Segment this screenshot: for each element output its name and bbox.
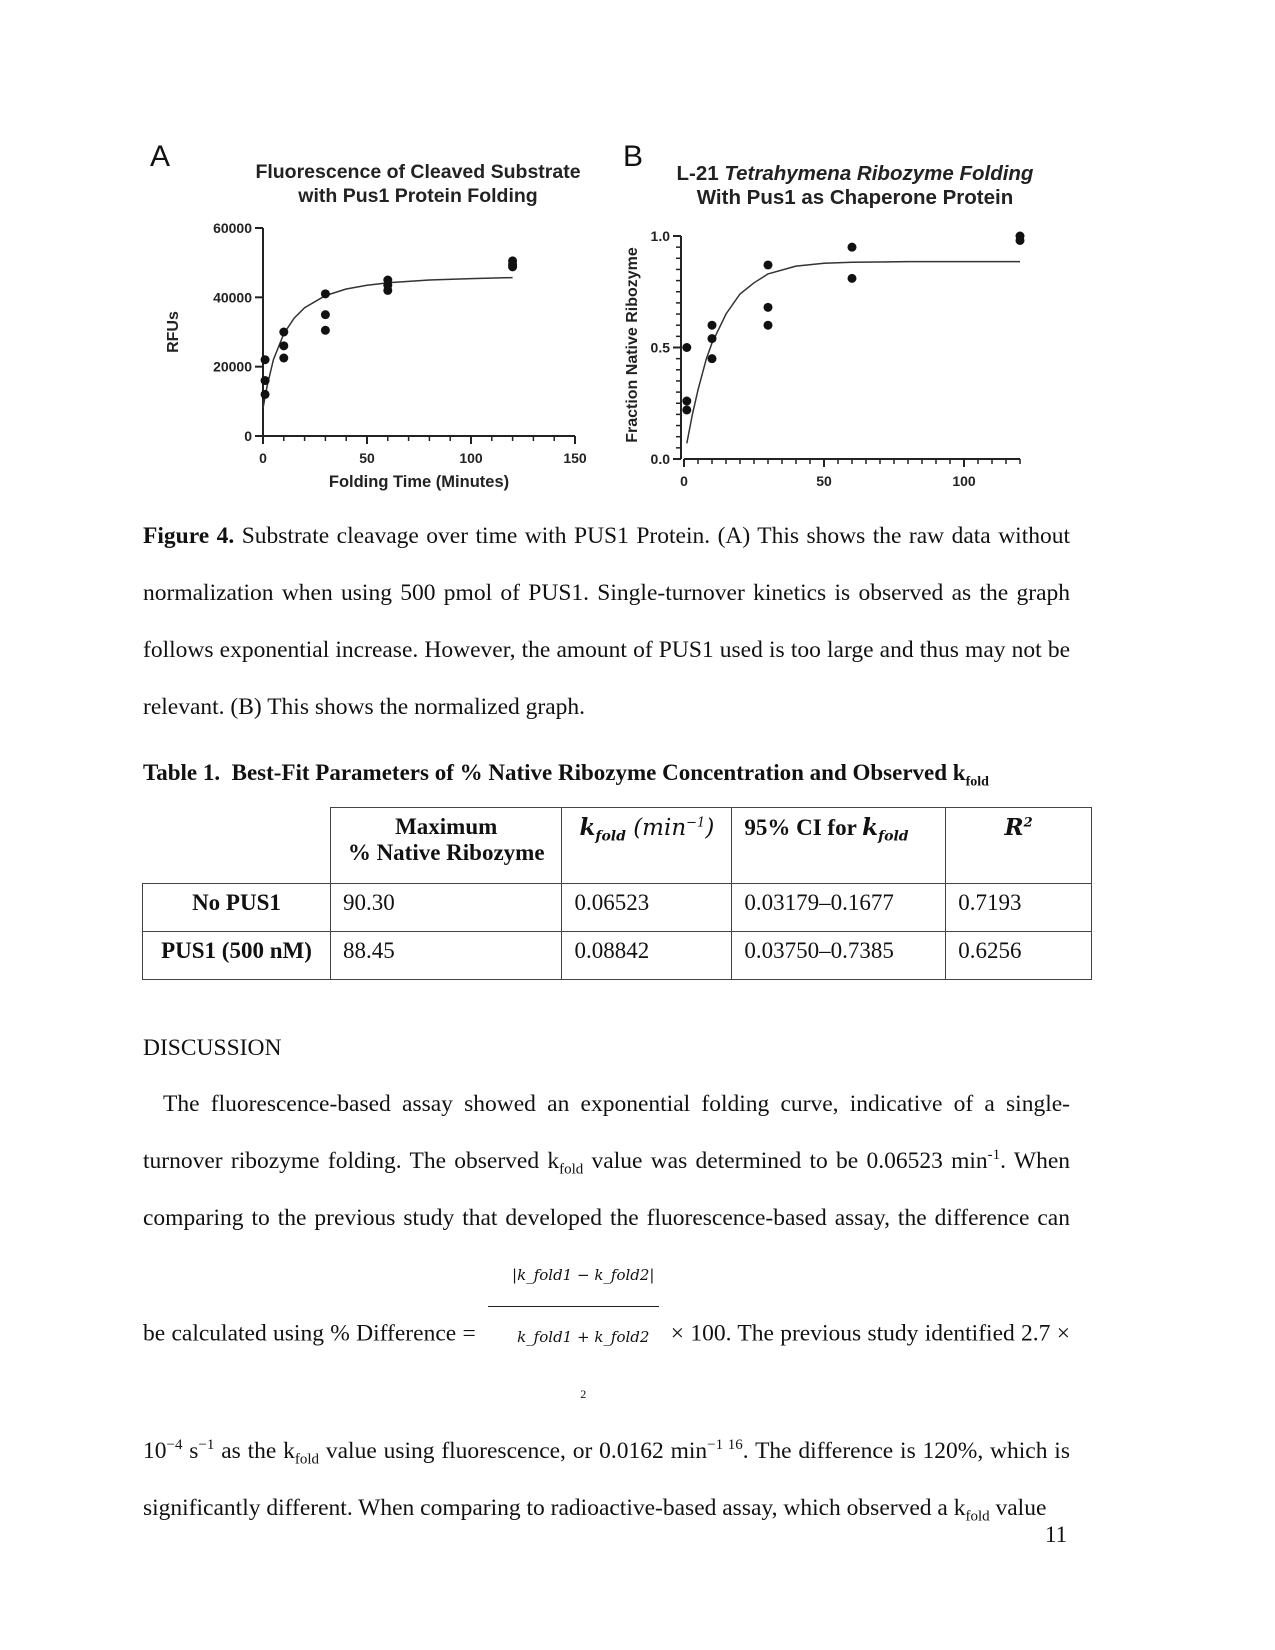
row-label: PUS1 (500 nM): [143, 932, 331, 980]
disc-sub: fold: [965, 1508, 990, 1525]
row-kfold: 0.08842: [562, 932, 732, 980]
data-point: [261, 355, 270, 364]
chart-a-xlabel: Folding Time (Minutes): [328, 473, 510, 491]
table-caption-sub: fold: [965, 774, 989, 790]
y-tick-label: 0.5: [650, 339, 670, 356]
chart-b-plot: [651, 228, 1025, 489]
data-point: [279, 328, 288, 337]
data-point: [764, 303, 773, 312]
row-kfold: 0.06523: [562, 884, 732, 932]
chart-a-title: [238, 160, 598, 208]
fraction-numerator: |k_fold1 − k_fold2|: [488, 1247, 658, 1307]
table-header-empty: [143, 808, 331, 884]
panel-b-letter: B: [623, 140, 644, 173]
chart-a-title-line1: Fluorescence of Cleaved Substrate: [255, 161, 581, 183]
table-row: [143, 884, 1092, 932]
data-point: [682, 405, 691, 414]
data-point: [682, 397, 691, 406]
page-number: 11: [1045, 1522, 1068, 1547]
kfold-k: k: [579, 814, 596, 841]
disc-text: value: [989, 1495, 1047, 1521]
data-point: [383, 286, 392, 295]
kfold-close: ): [705, 815, 715, 841]
table-caption-label: Table 1.: [143, 760, 221, 785]
data-point: [279, 354, 288, 363]
data-point: [508, 262, 517, 271]
r2-r: R: [1004, 814, 1024, 841]
table-header-r2: [946, 808, 1092, 884]
x-tick-label: 0: [259, 450, 267, 466]
disc-text: as the k: [214, 1438, 295, 1464]
kfold-sub: fold: [595, 828, 626, 845]
fraction-denominator: k_fold1 + k_fold2: [517, 1328, 650, 1346]
r2-sup: 2: [1023, 815, 1033, 831]
disc-text: s: [182, 1438, 199, 1464]
chart-b-title-prefix: L-21: [676, 162, 725, 185]
chart-a-ylabel: RFUs: [165, 311, 182, 353]
ci-prefix: 95% CI for: [744, 815, 863, 840]
data-point: [764, 321, 773, 330]
disc-sup: -1: [987, 1147, 1001, 1164]
panel-a-letter: A: [150, 140, 171, 173]
data-point: [682, 343, 691, 352]
disc-text: The fluorescence-based assay showed an exponential folding curve, indicative of a single-turnover ribozyme folding. The observed k: [143, 1091, 1070, 1174]
disc-sub: fold: [294, 1451, 320, 1468]
table-header-row: [143, 808, 1092, 884]
disc-text: . The difference is 120%, which is significantly different. When comparing to radioactive-based assay, which observed a k: [143, 1438, 1070, 1521]
row-ci: 0.03179–0.1677: [732, 884, 946, 932]
data-point: [1016, 236, 1025, 245]
x-tick-label: 50: [359, 450, 375, 466]
disc-text: value was determined to be 0.06523 min: [583, 1148, 988, 1174]
disc-text: value using fluorescence, or 0.0162 min: [319, 1438, 708, 1464]
data-point: [321, 310, 330, 319]
discussion-heading: DISCUSSION: [143, 1035, 282, 1061]
chart-a-title-line2: with Pus1 Protein Folding: [298, 185, 538, 207]
x-tick-label: 50: [816, 473, 832, 489]
y-tick-label: 0: [244, 428, 252, 444]
ci-sub: fold: [878, 828, 909, 845]
chart-b-title-line1: [650, 162, 1060, 186]
figure-caption-text: Substrate cleavage over time with PUS1 Protein. (A) This shows the raw data without normalization when using 500 pmol of PUS1. Single-turnover kinetics is observed as the graph follows exponential increase. However, the amount of PUS1 used is too large and thus may not be relevant. (B) This shows the normalized graph.: [143, 523, 1071, 720]
disc-sub: fold: [559, 1161, 584, 1178]
y-tick-label: 1.0: [650, 228, 670, 244]
table-header-kfold: [562, 808, 732, 884]
chart-b-title-italic: Tetrahymena Ribozyme Folding: [724, 162, 1034, 185]
table-header-max: [330, 808, 562, 884]
row-r2: 0.7193: [946, 884, 1092, 932]
data-point: [321, 289, 330, 298]
table-caption-text: Best-Fit Parameters of % Native Ribozyme Concentration and Observed k: [231, 760, 966, 785]
data-point: [848, 274, 857, 283]
chart-b-ylabel: Fraction Native Ribozyme: [624, 247, 641, 443]
table-header-ci: [732, 808, 946, 884]
disc-sup: −1: [198, 1437, 215, 1454]
figure-caption-label: Figure 4.: [143, 523, 235, 549]
chart-a: [150, 210, 600, 500]
x-tick-label: 150: [563, 450, 587, 466]
data-point: [848, 243, 857, 252]
data-point: [708, 334, 717, 343]
kfold-unit-sup: −1: [686, 815, 706, 831]
disc-sup: −1 16: [707, 1437, 743, 1454]
disc-text: . When comparing to the previous study that developed the fluorescence-based assay, the difference can be calculated using % Difference =: [143, 1148, 1070, 1347]
table-caption: [143, 760, 1073, 790]
parameters-table: [142, 807, 1092, 980]
chart-a-plot: [213, 220, 587, 466]
x-tick-label: 0: [680, 473, 688, 489]
x-tick-label: 100: [952, 473, 976, 489]
percent-difference-fraction: [488, 1247, 658, 1423]
row-r2: 0.6256: [946, 932, 1092, 980]
data-point: [261, 376, 270, 385]
ci-k: k: [862, 814, 879, 841]
y-tick-label: 60000: [213, 220, 252, 236]
row-label: No PUS1: [143, 884, 331, 932]
chart-b-title: [650, 162, 1060, 210]
y-tick-label: 20000: [213, 358, 252, 375]
discussion-paragraph: [143, 1076, 1070, 1537]
data-point: [321, 326, 330, 335]
table-header-max-line2: % Native Ribozyme: [347, 840, 545, 865]
disc-sup: −4: [166, 1437, 183, 1454]
x-tick-label: 100: [459, 450, 483, 466]
y-tick-label: 40000: [213, 289, 252, 306]
data-point: [279, 341, 288, 350]
data-point: [261, 390, 270, 399]
kfold-unit: (min: [625, 815, 687, 841]
data-point: [708, 321, 717, 330]
fit-curve: [687, 262, 1020, 444]
figure-caption: [143, 508, 1070, 736]
row-max: 88.45: [330, 932, 562, 980]
chart-b-title-line2: With Pus1 as Chaperone Protein: [696, 186, 1014, 209]
chart-b: [615, 215, 1055, 495]
row-max: 90.30: [330, 884, 562, 932]
disc-text: × 100. The previous study identified 2.7 × 10: [143, 1320, 1070, 1464]
fraction-denominator-2: 2: [580, 1387, 587, 1401]
data-point: [764, 260, 773, 269]
table-header-max-line1: Maximum: [395, 814, 498, 839]
row-ci: 0.03750–0.7385: [732, 932, 946, 980]
table-row: [143, 932, 1092, 980]
y-tick-label: 0.0: [650, 451, 670, 467]
fit-curve: [263, 278, 513, 409]
data-point: [708, 354, 717, 363]
